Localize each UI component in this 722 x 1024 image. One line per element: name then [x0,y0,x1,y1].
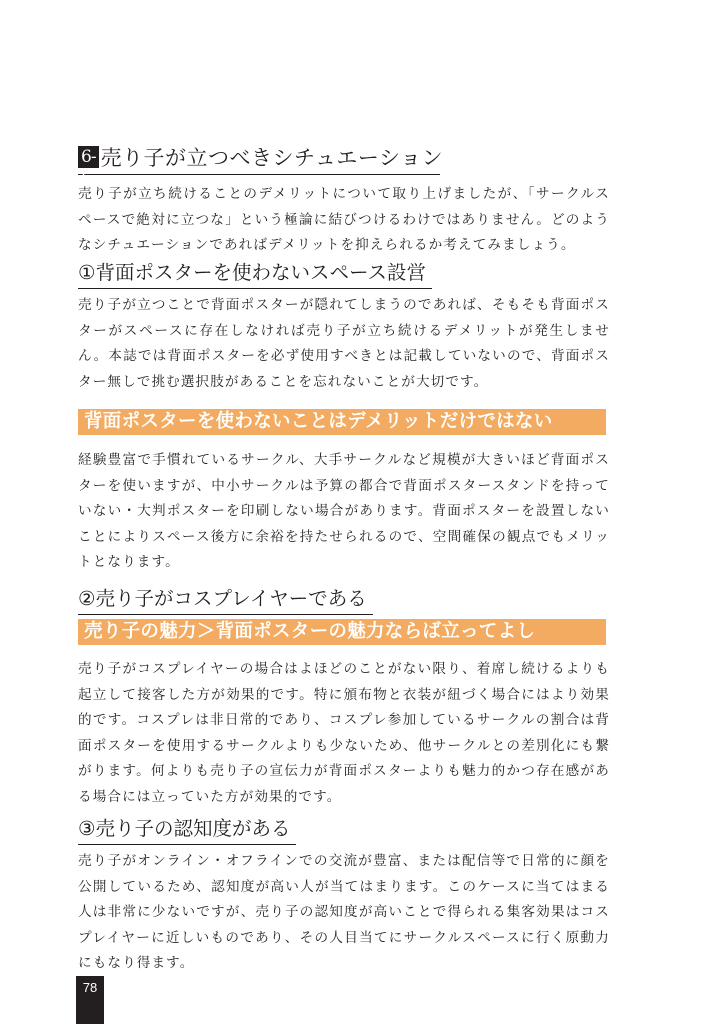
chapter-title: 売り子が立つべきシチュエーション [100,146,444,170]
section-1-heading: ①背面ポスターを使わないスペース設営 [78,258,432,289]
section-1-body: 売り子が立つことで背面ポスターが隠れてしまうのであれば、そもそも背面ポスターがスペースに存在しなければ売り子が立ち続けるデメリットが発生しません。本誌では背面ポスターを必ず使用すべきとは記載していないので、背面ポスター無しで挑む選択肢があることを忘れないことが大切です。 [78,297,610,390]
section-3-body: 売り子がオンライン・オフラインでの交流が豊富、または配信等で日常的に顔を公開しているため、認知度が高い人が当てはまります。このケースに当てはまる人は非常に少ないですが、売り子の認知度が高いことで得られる集客効果はコスプレイヤーに近しいものであり、その人目当てにサークルスペースに行く原動力にもなり得ます。 [78,853,610,971]
page-number: 78 [82,980,98,995]
section-3-heading: ③売り子の認知度がある [78,814,296,845]
section-2-highlight: 売り子の魅力＞背面ポスターの魅力ならば立ってよし [78,619,606,645]
section-1-highlight: 背面ポスターを使わないことはデメリットだけではない [78,409,606,435]
intro-paragraph: 売り子が立ち続けることのデメリットについて取り上げましたが、「サークルスペースで絶対に立つな」という極論に結びつけるわけではありません。どのようなシチュエーションであればデメリットを抑えられるか考えてみましょう。 [78,186,610,253]
chapter-number-badge: 6-6 [78,146,99,168]
chapter-heading [78,140,444,189]
section-1-highlight-body: 経験豊富で手慣れているサークル、大手サークルなど規模が大きいほど背面ポスターを使いますが、中小サークルは予算の都合で背面ポスタースタンドを持っていない・大判ポスターを印刷しない場合があります。背面ポスターを設置しないことによりスペース後方に余裕を持たせられるので、空間確保の観点でもメリットとなります。 [78,452,610,570]
page-number-tab [76,976,104,1024]
section-2-heading: ②売り子がコスプレイヤーである [78,584,373,615]
section-2-body: 売り子がコスプレイヤーの場合はよほどのことがない限り、着席し続けるよりも起立して接客した方が効果的です。特に頒布物と衣装が紐づく場合にはより効果的です。コスプレは非日常的であり、コスプレ参加しているサークルの割合は背面ポスターを使用するサークルよりも少ないため、他サークルとの差別化にも繋がります。何よりも売り子の宣伝力が背面ポスターよりも魅力的かつ存在感がある場合には立っていた方が効果的です。 [78,661,610,805]
